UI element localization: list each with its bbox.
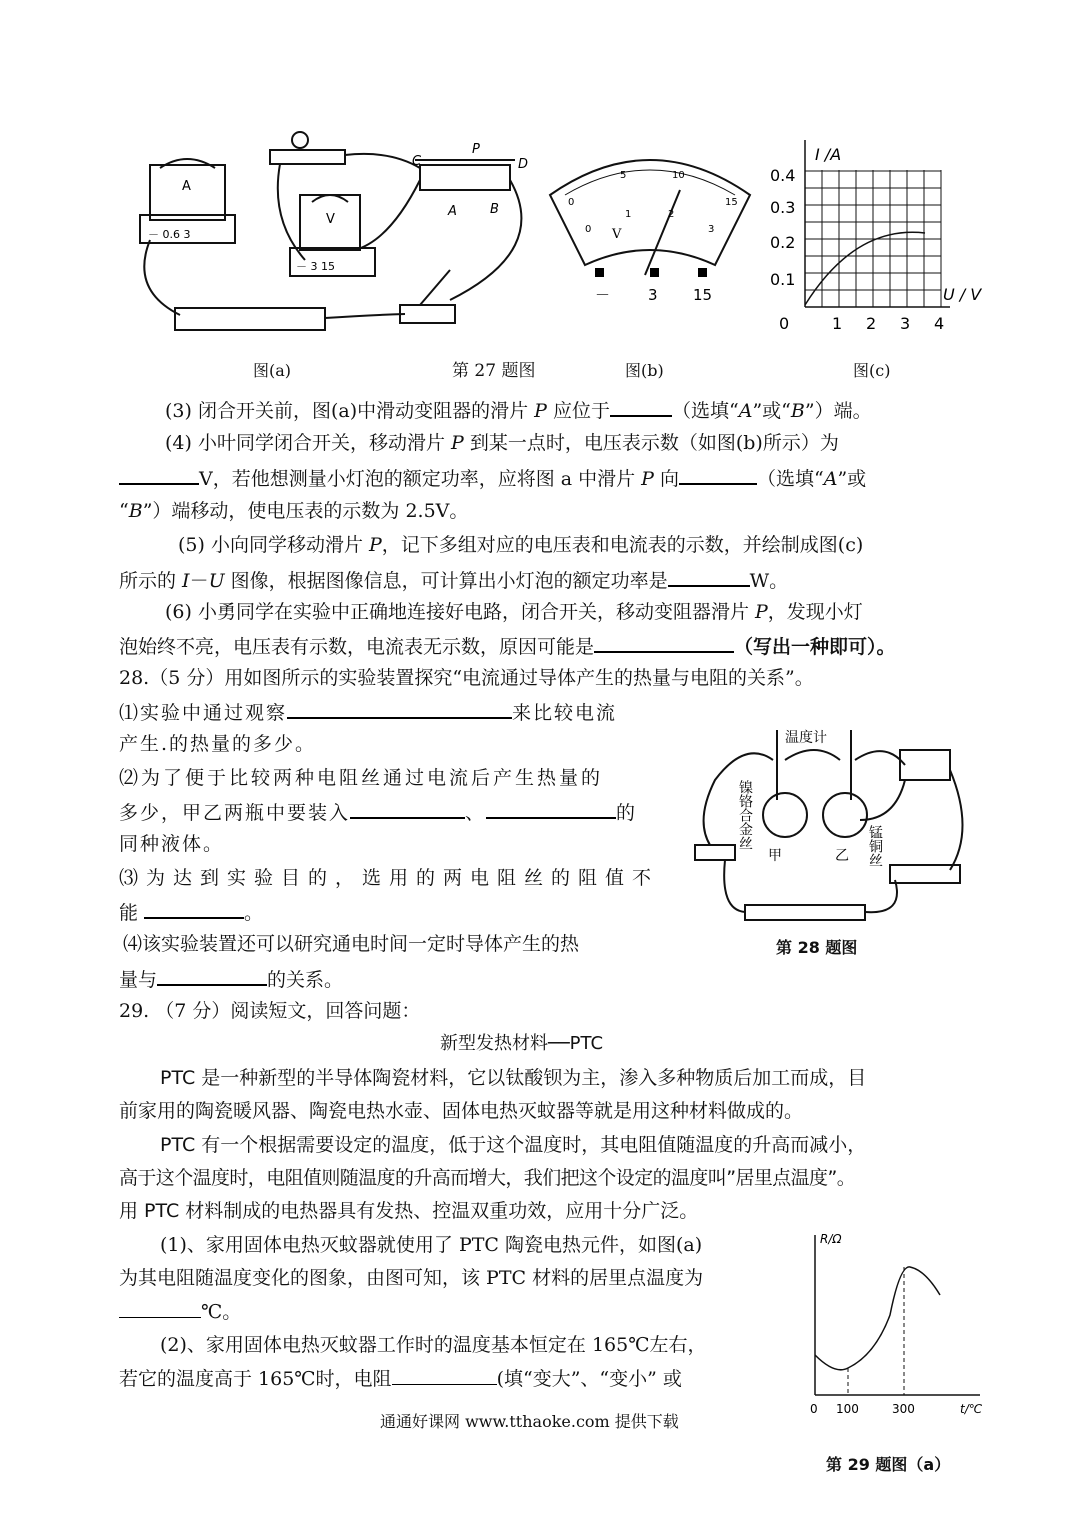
y-axis-label: I /A [815, 145, 842, 164]
q27-part3: (3) 闭合开关前，图(a)中滑动变阻器的滑片 P 应位于 （选填“A”或“B”）端。 [165, 397, 872, 423]
answer-blank[interactable] [594, 633, 734, 653]
voltmeter-terminals: － 3 15 [296, 260, 335, 273]
answer-blank[interactable] [610, 397, 672, 417]
caption-fig-29a: 第 29 题图（a） [826, 1455, 951, 1474]
iu-chart-figure-c [765, 135, 985, 350]
scale-low-3: 3 [708, 224, 715, 235]
scale-low-0: 0 [585, 224, 592, 235]
answer-blank[interactable] [144, 899, 244, 919]
answer-blank[interactable] [157, 966, 267, 986]
q27-part4-line3: “B”）端移动，使电压表的示数为 2.5V。 [119, 500, 469, 522]
scale-10: 10 [672, 170, 685, 181]
answer-blank[interactable] [350, 799, 465, 819]
q28-part1: ⑴实验中通过观察 来比较电流 [119, 699, 617, 725]
caption-fig-a: 图(a) [253, 361, 292, 380]
x-tick: 1 [832, 314, 843, 333]
label-p: P [472, 142, 480, 157]
ptc-resistance-chart [800, 1225, 990, 1425]
y-tick: 0.1 [770, 270, 796, 289]
q28-part3-cont: 能 。 [119, 899, 263, 925]
answer-blank[interactable] [668, 567, 750, 587]
q27-part5-line2: 所示的 I－U 图像，根据图像信息，可计算出小灯泡的额定功率是 W。 [119, 567, 788, 593]
x-tick: 100 [836, 1402, 859, 1416]
q27-part4-line1: (4) 小叶同学闭合开关，移动滑片 P 到某一点时，电压表示数（如图(b)所示）为 [165, 432, 839, 454]
x-tick: 0 [810, 1402, 818, 1416]
answer-blank[interactable] [392, 1366, 497, 1385]
ammeter-terminals: － 0.6 3 [148, 228, 191, 241]
para1-line2: 前家用的陶瓷暖风器、陶瓷电热水壶、固体电热灭蚊器等就是用这种材料做成的。 [119, 1100, 804, 1122]
q28-part1-cont: 产生.的热量的多少。 [119, 733, 317, 755]
caption-fig-27: 第 27 题图 [452, 361, 536, 381]
q28-part3: ⑶为达到实验目的，选用的两电阻丝的阻值不 [119, 867, 660, 889]
answer-blank[interactable] [486, 799, 616, 819]
y-tick: 0.3 [770, 198, 796, 217]
x-tick: 300 [892, 1402, 915, 1416]
scale-15: 15 [725, 197, 738, 208]
para2-line2: 高于这个温度时，电阻值则随温度的升高而增大，我们把这个设定的温度叫”居里点温度”。 [119, 1167, 856, 1189]
label-d: D [518, 157, 529, 172]
y-axis-label: R/Ω [820, 1232, 842, 1246]
caption-fig-28: 第 28 题图 [776, 938, 858, 957]
q29-part2-line1: (2)、家用固体电热灭蚊器工作时的温度基本恒定在 165℃左右， [160, 1334, 707, 1356]
q27-part6-line1: (6) 小勇同学在实验中正确地连接好电路，闭合开关，移动变阻器滑片 P，发现小灯 [165, 601, 863, 623]
terminal-3: 3 [648, 286, 658, 304]
answer-blank[interactable] [287, 699, 512, 719]
q27-part6-line2: 泡始终不亮，电压表有示数，电流表无示数，原因可能是 （写出一种即可）。 [119, 633, 896, 659]
label-b: B [490, 202, 499, 217]
caption-fig-b: 图(b) [625, 361, 664, 380]
para2-line1: PTC 有一个根据需要设定的温度，低于这个温度时，其电阻值随温度的升高而减小， [160, 1134, 867, 1156]
answer-blank[interactable] [119, 465, 199, 485]
voltmeter-label: V [326, 212, 335, 227]
q29-heading: 29. （7 分）阅读短文，回答问题： [119, 1000, 421, 1022]
voltmeter-dial-figure-b [540, 135, 760, 335]
flask-left-label: 甲 [768, 848, 782, 864]
answer-blank[interactable] [119, 1299, 201, 1318]
scale-0: 0 [568, 197, 575, 208]
x-axis-label: t/℃ [960, 1402, 983, 1416]
q29-part1-line1: (1)、家用固体电热灭蚊器就使用了 PTC 陶瓷电热元件，如图(a) [160, 1234, 703, 1256]
x-tick: 0 [779, 314, 790, 333]
label-a: A [448, 204, 457, 219]
left-wire-label: 镍铬合金丝 [737, 780, 753, 850]
y-tick: 0.4 [770, 166, 796, 185]
scale-low-2: 2 [668, 209, 675, 220]
para1-line1: PTC 是一种新型的半导体陶瓷材料，它以钛酸钡为主，渗入多种物质后加工而成，目 [160, 1067, 867, 1089]
right-wire-label: 锰铜丝 [867, 825, 883, 867]
x-tick: 2 [866, 314, 877, 333]
circuit-figure-a [130, 120, 550, 340]
q27-part5-line1: (5) 小向同学移动滑片 P，记下多组对应的电压表和电流表的示数，并绘制成图(c) [178, 534, 864, 556]
q28-part4: ⑷该实验装置还可以研究通电时间一定时导体产生的热 [123, 933, 580, 955]
x-tick: 3 [900, 314, 911, 333]
q27-part4-line2: V，若他想测量小灯泡的额定功率，应将图 a 中滑片 P 向 （选填“A”或 [119, 465, 866, 491]
para2-line3: 用 PTC 材料制成的电热器具有发热、控温双重功效，应用十分广泛。 [119, 1200, 699, 1222]
q29-part2-line2: 若它的温度高于 165℃时，电阻 (填“变大”、“变小” 或 [119, 1368, 682, 1390]
q29-part1-line3: ℃。 [119, 1299, 241, 1324]
footer: 通通好课网 www.tthaoke.com 提供下载 [380, 1412, 679, 1431]
q28-part2: ⑵为了便于比较两种电阻丝通过电流后产生热量的 [119, 767, 604, 789]
meter-unit: V [612, 227, 622, 242]
flask-right-label: 乙 [835, 848, 849, 864]
article-title: 新型发热材料──PTC [440, 1033, 604, 1054]
q28-part2-cont: 多少，甲乙两瓶中要装入 、 的 [119, 799, 637, 825]
terminal-15: 15 [693, 286, 713, 304]
q29-part1-line2: 为其电阻随温度变化的图象，由图可知，该 PTC 材料的居里点温度为 [119, 1267, 704, 1289]
answer-blank[interactable] [679, 465, 757, 485]
caption-fig-c: 图(c) [853, 361, 891, 380]
q28-part2-end: 同种液体。 [119, 833, 225, 855]
q28-part4-cont: 量与 的关系。 [119, 966, 343, 992]
x-axis-label: U / V [943, 285, 982, 304]
q28-apparatus-figure [685, 720, 985, 935]
x-tick: 4 [934, 314, 945, 333]
scale-low-1: 1 [625, 209, 632, 220]
thermometer-label: 温度计 [785, 730, 827, 746]
y-tick: 0.2 [770, 233, 796, 252]
ammeter-label: A [182, 179, 191, 194]
q28-heading: 28.（5 分）用如图所示的实验装置探究“电流通过导体产生的热量与电阻的关系”。 [119, 667, 814, 689]
label-c: C [412, 154, 422, 169]
terminal-neg: － [595, 286, 611, 304]
scale-5: 5 [620, 170, 627, 181]
